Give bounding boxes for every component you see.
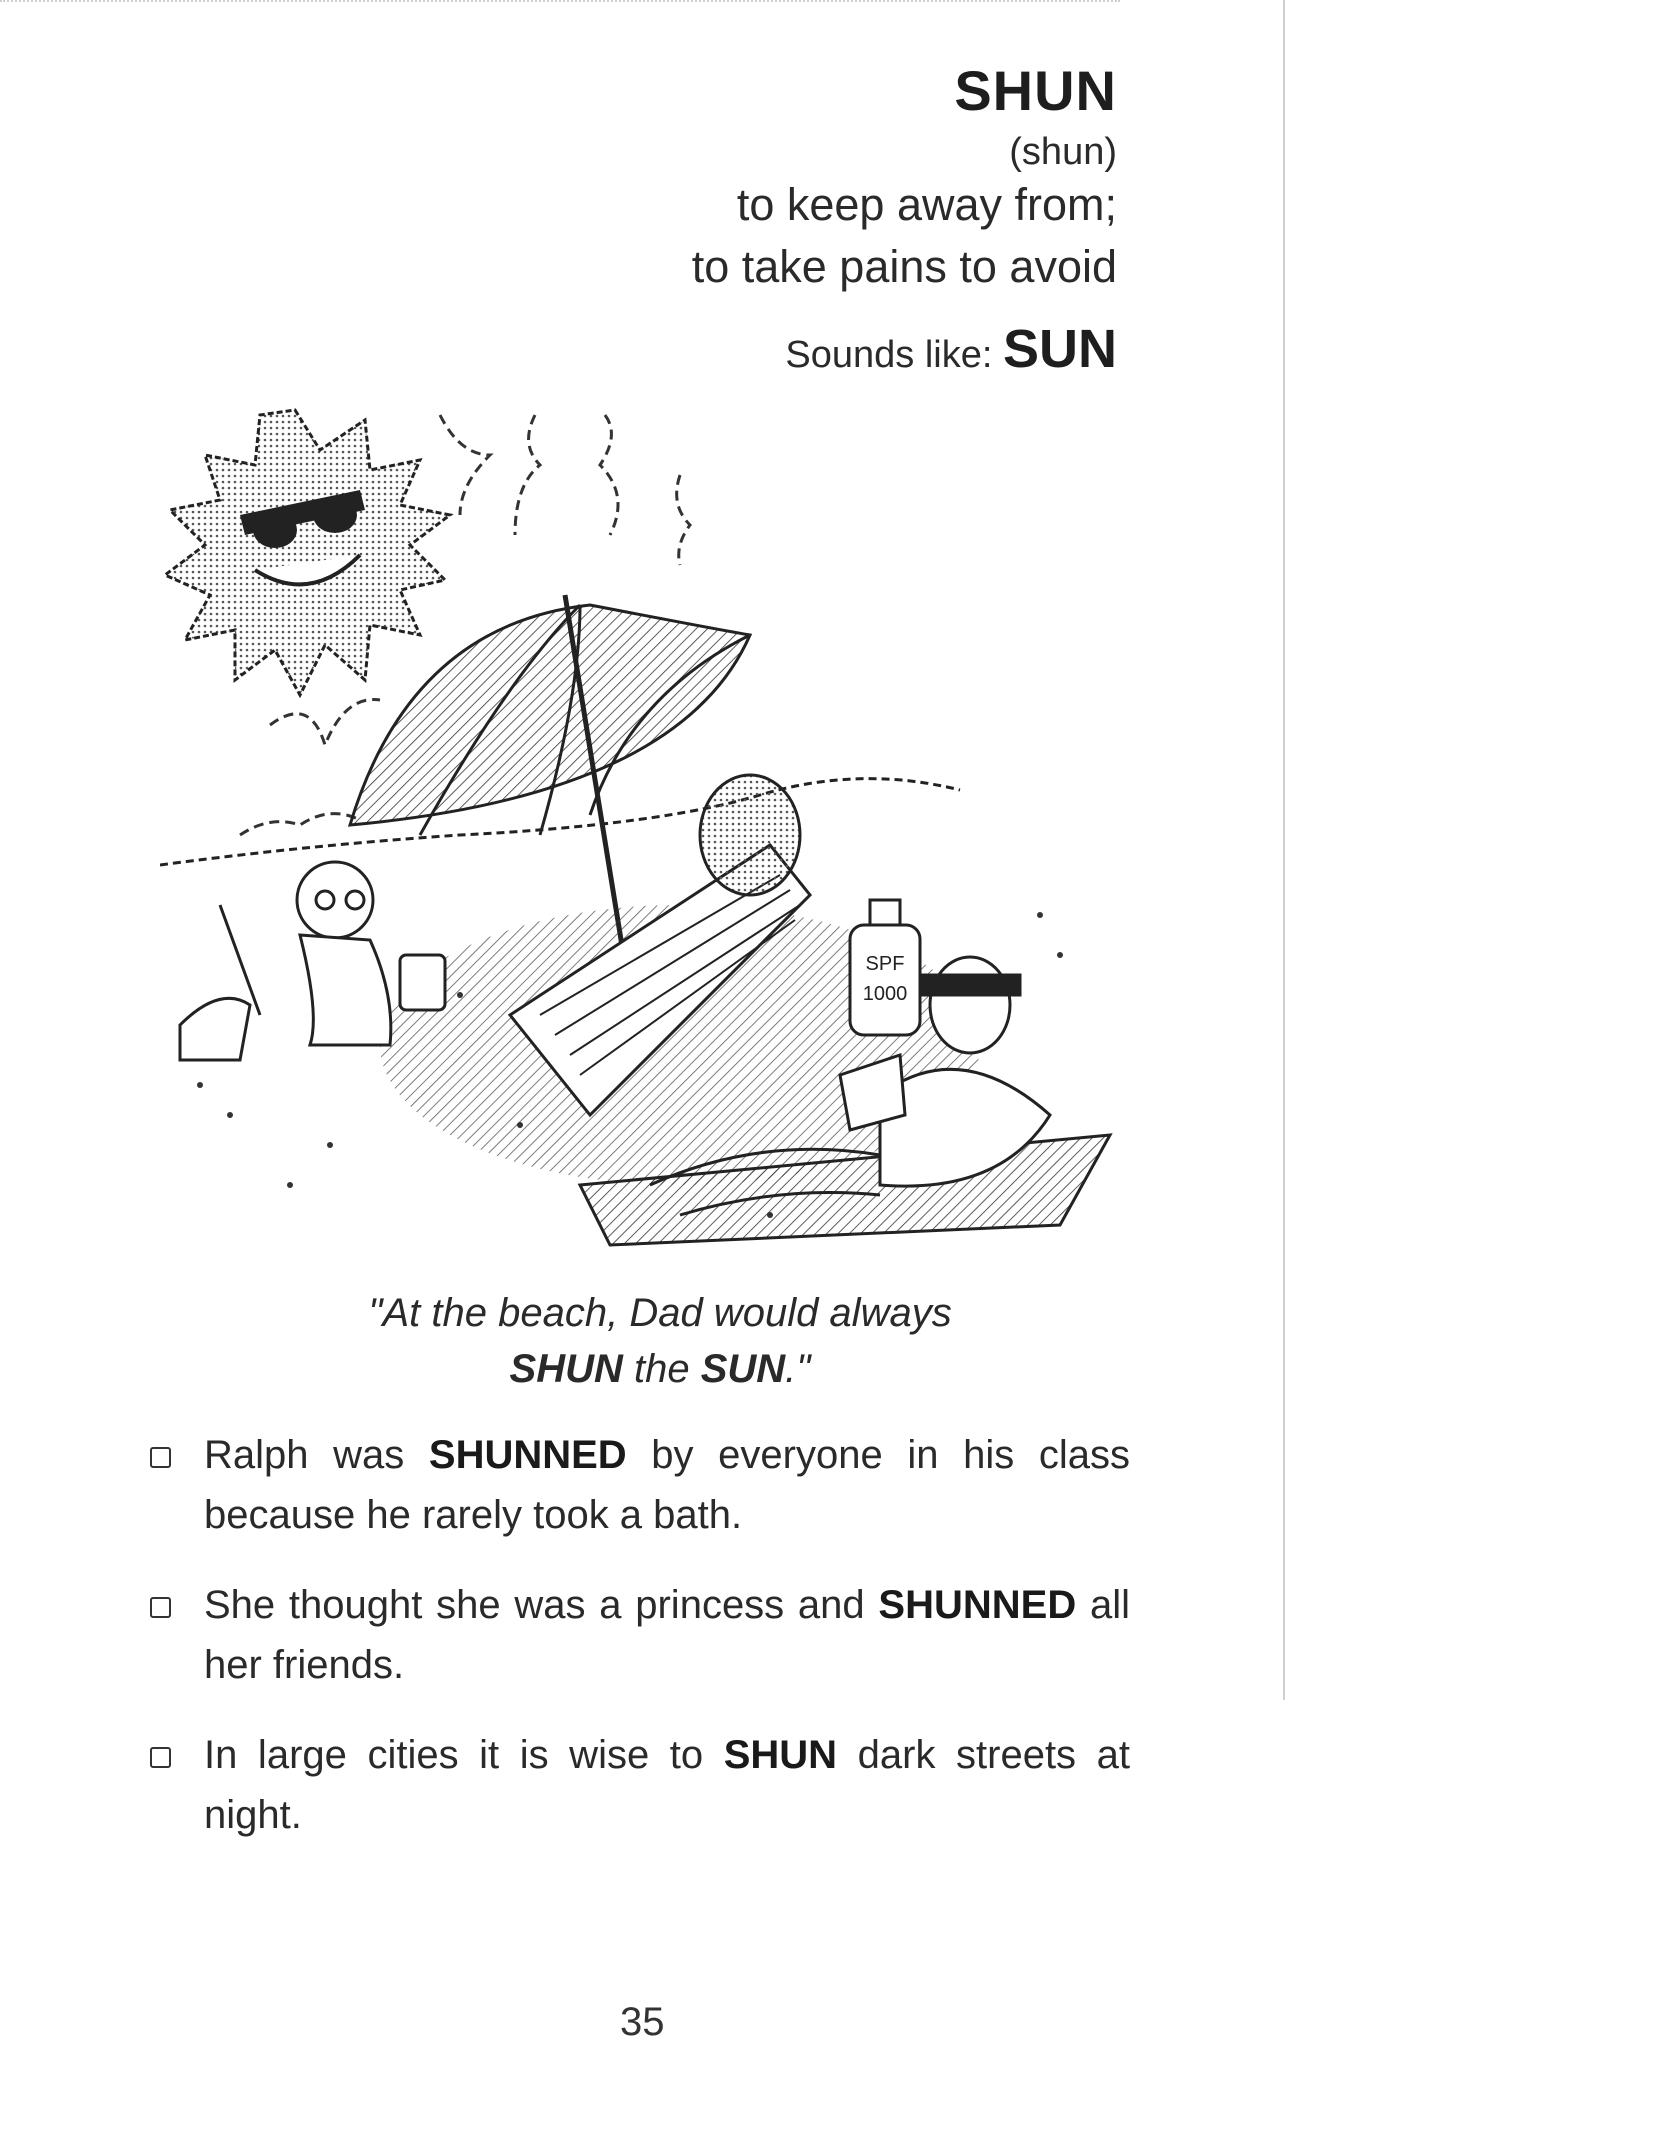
bottle-label-1: SPF xyxy=(865,953,905,975)
horizon-dunes xyxy=(160,779,960,865)
definition xyxy=(692,174,1117,298)
definition-line-1: to keep away from; xyxy=(736,179,1117,230)
sentence-before: She thought she was a princess and xyxy=(204,1583,879,1627)
sentence-before: Ralph was xyxy=(204,1433,429,1477)
sentence-after: by everyone in his class because he rarely took a bath. xyxy=(204,1433,1130,1537)
sounds-like-label: Sounds like: xyxy=(785,334,993,376)
bottle-label-2: 1000 xyxy=(862,983,908,1005)
sentence-after: dark streets at night. xyxy=(204,1733,1130,1837)
caption-word-2: SUN xyxy=(700,1347,786,1391)
sentence-before: In large cities it is wise to xyxy=(204,1733,724,1777)
caption-word-1: SHUN xyxy=(509,1347,623,1391)
illustration-caption xyxy=(300,1285,1020,1397)
caption-line-2 xyxy=(300,1341,1020,1397)
sounds-like-word: SUN xyxy=(1002,319,1117,379)
checkbox-bullet-icon xyxy=(150,1597,171,1618)
checkbox-bullet-icon xyxy=(150,1747,171,1768)
page-edge-rule xyxy=(1283,0,1285,1700)
caption-end: ." xyxy=(785,1347,811,1391)
caption-line-1: "At the beach, Dad would always xyxy=(368,1291,952,1335)
pronunciation: (shun) xyxy=(1009,131,1117,173)
sunscreen-bottle xyxy=(850,900,920,1035)
sun-icon xyxy=(165,410,450,695)
sentence-keyword: SHUNNED xyxy=(428,1433,627,1477)
example-sentence xyxy=(150,1725,1130,1845)
entry-word: SHUN xyxy=(954,59,1117,122)
sounds-like xyxy=(692,318,1117,380)
sentence-after: all her friends. xyxy=(204,1583,1130,1687)
example-sentence xyxy=(150,1575,1130,1695)
scan-edge-dots xyxy=(0,0,1120,8)
checkbox-bullet-icon xyxy=(150,1447,171,1468)
page-number: 35 xyxy=(620,2000,665,2044)
entry-header xyxy=(692,58,1117,380)
example-sentences xyxy=(150,1425,1130,1875)
beach-illustration xyxy=(160,395,1120,1275)
definition-line-2: to take pains to avoid xyxy=(691,241,1117,292)
sentence-keyword: SHUN xyxy=(723,1733,838,1777)
example-sentence xyxy=(150,1425,1130,1545)
caption-middle: the xyxy=(622,1347,701,1391)
sentence-keyword: SHUNNED xyxy=(878,1583,1077,1627)
